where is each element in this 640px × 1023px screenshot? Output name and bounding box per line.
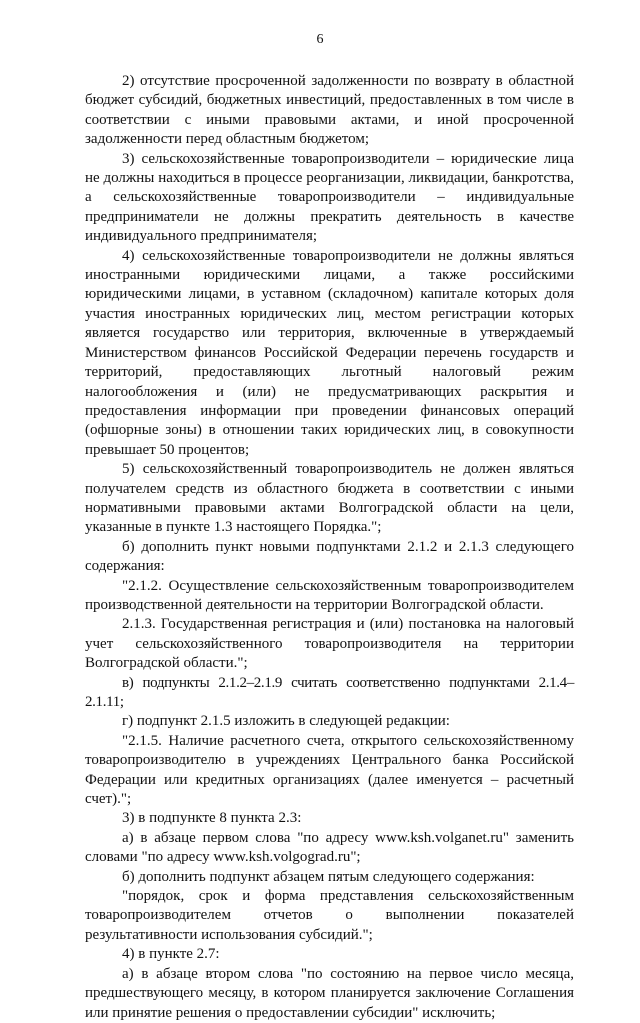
paragraph-item-3-subpoint-8: 3) в подпункте 8 пункта 2.3: xyxy=(122,810,302,827)
paragraph-subitem-a-website: а) в абзаце первом слова "по адресу www.ksh.volganet.ru" заменить словами "по адресу www.ksh.volgograd.ru"; xyxy=(85,829,574,866)
document-body xyxy=(85,72,574,1023)
paragraph-subitem-a-exclude: а) в абзаце втором слова "по состоянию на первое число месяца, предшествующего месяцу, в котором планируется заключение Соглашения или принятие решения о предоставлении субсидии" исключить; xyxy=(85,965,574,1021)
paragraph-report-procedure: "порядок, срок и форма представления сельскохозяйственным товаропроизводителем отчетов о выполнении показателей результативности использования субсидий."; xyxy=(85,888,574,943)
paragraph-subitem-b-fifth: б) дополнить подпункт абзацем пятым следующего содержания: xyxy=(122,868,535,885)
paragraph-item-2: 2) отсутствие просроченной задолженности по возврату в областной бюджет субсидий, бюджетных инвестиций, предоставленных в том числе в соответствии с иными правовыми актами, и иной просроченной задолженности перед областным бюджетом; xyxy=(85,73,574,148)
paragraph-subitem-g: г) подпункт 2.1.5 изложить в следующей редакции: xyxy=(122,713,450,730)
page-number: 6 xyxy=(316,32,324,47)
paragraph-clause-2-1-2: "2.1.2. Осуществление сельскохозяйственным товаропроизводителем производственной деятельности на территории Волгоградской области. xyxy=(85,577,574,613)
paragraph-subitem-v: в) подпункты 2.1.2–2.1.9 считать соответственно подпунктами 2.1.4–2.1.11; xyxy=(85,674,574,710)
paragraph-clause-2-1-3: 2.1.3. Государственная регистрация и (или) постановка на налоговый учет сельскохозяйственного товаропроизводителя на территории Волгоградской области."; xyxy=(85,616,574,672)
paragraph-clause-2-1-5: "2.1.5. Наличие расчетного счета, открытого сельскохозяйственному товаропроизводителю в учреждениях Центрального банка Российской Федерации или кредитных организациях (далее именуется – расчетный счет)."; xyxy=(85,732,574,808)
paragraph-item-5: 5) сельскохозяйственный товаропроизводитель не должен являться получателем средств из областного бюджета в соответствии с иными нормативными правовыми актами Волгоградской области на цели, указанные в пункте 1.3 настоящего Порядка."; xyxy=(85,461,574,536)
paragraph-item-4: 4) сельскохозяйственные товаропроизводители не должны являться иностранными юридическими лицами, а также российскими юридическими лицами, в уставном (складочном) капитале которых доля участия иностранных юридических лиц, местом регистрации которых является государство или территория, включенные в утверждаемый Министерством финансов Российской Федерации перечень государств и территорий, предоставляющих льготный налоговый режим налогообложения и (или) не предусматривающих раскрытия и предоставления информации при проведении финансовых операций (офшорные зоны) в отношении таких юридических лиц, в совокупности превышает 50 процентов; xyxy=(85,247,574,458)
paragraph-subitem-b: б) дополнить пункт новыми подпунктами 2.1.2 и 2.1.3 следующего содержания: xyxy=(85,538,574,575)
paragraph-item-3: 3) сельскохозяйственные товаропроизводители – юридические лица не должны находиться в процессе реорганизации, ликвидации, банкротства, а сельскохозяйственные товаропроизводители – индивидуальные предприниматели не должны прекратить деятельность в качестве индивидуального предпринимателя; xyxy=(85,150,574,245)
paragraph-item-4-point-2-7: 4) в пункте 2.7: xyxy=(122,946,220,963)
